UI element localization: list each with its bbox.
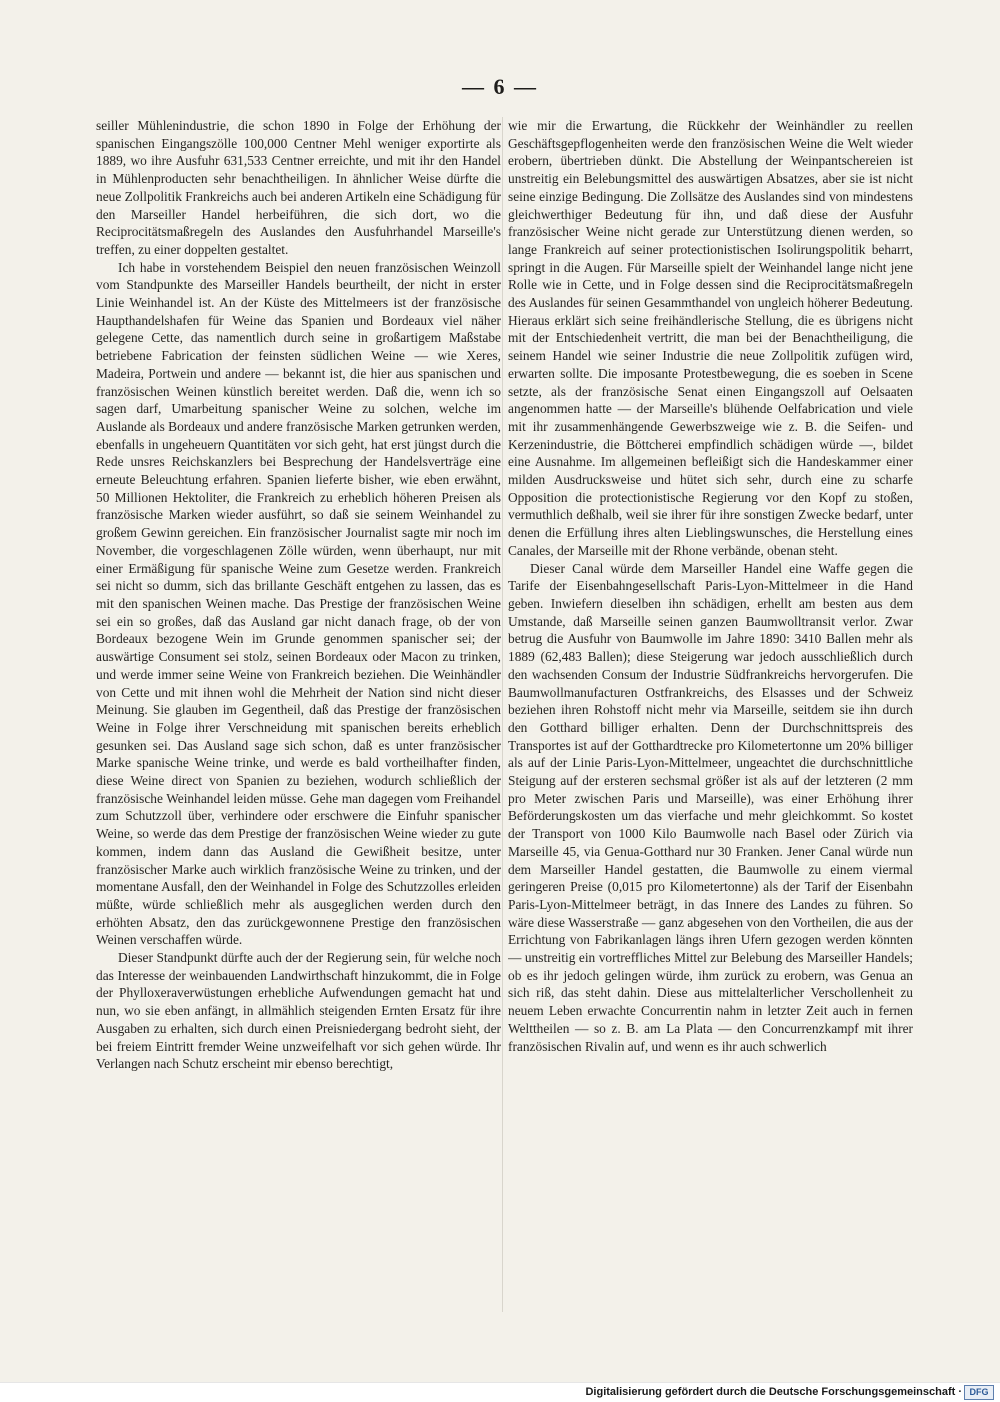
right-paragraph-1: wie mir die Erwartung, die Rückkehr der Weinhändler zu reellen Geschäftsgepflogenheiten werde den französischen Weine die Welt wieder erobern, übertrieben dünkt. Die Abstellung der Weinpantschereien ist unstreitig ein Belebungsmittel des auswärtigen Absatzes, aber sie ist nicht seine einzige Bedingung. Die Zollsätze des Auslandes sind von mindestens gleichwerthiger Bedeutung für ihn, und daß diese der Ausfuhr französischer Weine nicht gerade zur Unterstützung dienen werden, so lange Frankreich auf seiner protectionistischen Isolirungspolitik beharrt, springt in die Augen. Für Marseille spielt der Weinhandel lange nicht jene Rolle wie in Cette, und in Folge dessen sind die Reciprocitätsmaßregeln des Auslandes für seinen Gesammthandel von ungleich höherer Bedeutung. Hieraus erklärt sich seine freihändlerische Stellung, die es übrigens nicht mit der Entschiedenheit vertritt, die man bei der Benachtheiligung, die seinem Handel wie seiner Industrie die neue Zollpolitik zufügen wird, erwarten sollte. Die imposante Protestbewegung, die es soeben in Scene setzte, als der französische Senat einen Eingangszoll auf Oelsaaten angenommen hatte — der Marseille's blühende Oelfabrication und viele mit ihr zusammenhängende Gewerbszweige wie z. B. die Seifen- und Kerzenindustrie, die Böttcherei empfindlich schädigen würde —, bildet eine Ausnahme. Im allgemeinen befleißigt sich die Handeskammer einer milden Ausdrucksweise und hütet sich sehr, durch eine zu scharfe Opposition die protectionistische Regierung vor den Kopf zu stoßen, vermuthlich deßhalb, weil sie ihrer für ihre sonstigen Zwecke bedarf, unter denen die Erfüllung ihres alten Lieblingswunsches, die Herstellung eines Canales, der Marseille mit der Rhone verbände, obenan steht.	[508, 118, 913, 558]
funding-credit: Digitalisierung gefördert durch die Deutsche Forschungsgemeinschaft ·	[585, 1386, 962, 1398]
left-paragraph-3: Dieser Standpunkt dürfte auch der der Regierung sein, für welche noch das Interesse der weinbauenden Landwirthschaft hinzukommt, die in Folge der Phylloxeraverwüstungen erhebliche Aufwendungen gemacht hat und nun, wo sie eben anfängt, in allmählich steigenden Ernten Ersatz für ihre Ausgaben zu erhalten, sich durch einen Preisniedergang bedroht sieht, der bei freiem Eintritt fremder Weine unzweifelhaft vor sich gehen würde. Ihr Verlangen nach Schutz erscheint mir ebenso berechtigt,	[96, 950, 501, 1072]
column-divider	[502, 117, 503, 1312]
page-number: — 6 —	[462, 74, 538, 99]
dfg-logo: DFG	[964, 1385, 994, 1400]
left-paragraph-1: seiller Mühlenindustrie, die schon 1890 in Folge der Erhöhung der spanischen Eingangszölle 100,000 Centner Mehl weniger exportirte als 1889, wo ihre Ausfuhr 631,533 Centner erreichte, und mit ihr den Handel in Mühlenproducten sehr benachtheiligen. In ähnlicher Weise dürfte die neue Zollpolitik Frankreichs auch bei anderen Artikeln eine Schädigung für den Marseiller Handel herbeiführen, die sich dort, wo die Reciprocitätsmaßregeln des Auslandes den Ausfuhrhandel Marseille's treffen, zu einer doppelten gestaltet.	[96, 118, 501, 257]
right-column	[508, 117, 913, 1317]
right-paragraph-2: Dieser Canal würde dem Marseiller Handel eine Waffe gegen die Tarife der Eisenbahngesellschaft Paris-Lyon-Mittelmeer in die Hand geben. Inwiefern dieselben ihn schädigen, erhellt am besten aus dem Umstande, daß Marseille seinen ganzen Baumwolltransit verlor. Zwar betrug die Ausfuhr von Baumwolle im Jahre 1890: 3410 Ballen mehr als 1889 (62,483 Ballen); diese Steigerung war jedoch ausschließlich durch den wachsenden Consum der Industrie Südfrankreichs hervorgerufen. Die Baumwollmanufacturen Ostfrankreichs, des Elsasses und der Schweiz beziehen ihren Rohstoff nicht mehr via Marseille, seitdem sie ihn durch den Gotthard billiger erhalten. Denn der Durchschnittspreis des Transportes ist auf der Gotthardtrecke pro Kilometertonne um 20% billiger als auf der Linie Paris-Lyon-Mittelmeer, ungeachtet die durchschnittliche Steigung auf der ersteren sechsmal größer ist als auf der letzteren (2 mm pro Meter zwischen Paris und Marseille), was einer Erhöhung ihrer Beförderungskosten um das vierfache und mehr gleichkommt. So kostet der Transport von 1000 Kilo Baumwolle nach Basel oder Zürich via Marseille 45, via Genua-Gotthard nur 30 Franken. Jener Canal würde nun dem Marseiller Handel gestatten, die Baumwolle zu einem viermal geringeren Preise (0,015 pro Kilometertonne) als der Tarif der Eisenbahn Paris-Lyon-Mittelmeer beträgt, in das Innere des Landes zu führen. So wäre diese Wasserstraße — ganz abgesehen von den Vortheilen, die aus der Errichtung von Fabrikanlagen längs ihren Ufern gezogen werden könnten — unstreitig ein vortreffliches Mittel zur Belebung des Marseiller Handels; ob es ihr jedoch gelingen würde, ihm zurück zu erobern, was Genua an sich riß, das steht dahin. Diese aus mittelalterlicher Verschollenheit zu neuem Leben erwachte Concurrentin nahm in letzter Zeit auch in fernen Welttheilen — so z. B. am La Plata — den Concurrenzkampf mit ihrer französischen Rivalin auf, und wenn es ihr auch schwerlich	[508, 560, 913, 1054]
left-column	[96, 117, 501, 1317]
left-paragraph-2: Ich habe in vorstehendem Beispiel den neuen französischen Weinzoll vom Standpunkte des Marseiller Handels beurtheilt, der nicht in erster Linie Weinhandel ist. An der Küste des Mittelmeers ist der französische Haupthandelshafen für Weine das Spanien und Bordeaux viel näher gelegene Cette, das namentlich durch seine in großartigem Maßstabe betriebene Fabrication der feinsten südlichen Weine — wie Xeres, Madeira, Portwein und andere — bekannt ist, die hier aus spanischen und französischen Weinen künstlich bereitet werden. Daß die, wenn ich so sagen darf, Umarbeitung spanischer Weine zu solchen, welche im Auslande als Bordeaux und andere französische Marken getrunken werden, ebenfalls in ungeheuern Quantitäten vor sich geht, hat erst jüngst durch die Rede unsres Reichskanzlers bei Besprechung der Handelsverträge eine erneute Beleuchtung erfahren. Spanien lieferte bisher, wie eben erwähnt, 50 Millionen Hektoliter, die Frankreich zu erheblich höheren Preisen als französische Marken wieder ausführt, so daß sie seinem Weinhandel zu großem Gewinn gereichen. Ein französischer Journalist sagte mir noch im November, die vorgeschlagenen Zölle würden, wenn überhaupt, nur mit einer Ermäßigung für spanische Weine zum Gesetze werden. Frankreich sei nicht so dumm, sich das brillante Geschäft entgehen zu lassen, das es mit den spanischen Weinen mache. Das Prestige der französischen Weine sei ein so großes, daß das Ausland gar nicht danach frage, ob der von Bordeaux bezogene Wein im Grunde genommen spanischer sei; der auswärtige Consument sei stolz, seinen Bordeaux oder Macon zu trinken, und werde immer seine Weine von Frankreich beziehen. Die Weinhändler von Cette und mit ihnen wohl die Mehrheit der Nation sind nicht dieser Meinung. Sie glauben im Gegentheil, daß das Prestige der französischen Weine in Folge ihrer Verschneidung mit spanischen bereits erheblich gesunken sei. Das Ausland sage sich schon, daß es unter französischer Marke spanische Weine trinke, und werde es bald vortheilhafter finden, diese Weine direct von Spanien zu beziehen, wodurch schließlich der französische Weinhandel leiden müsse. Gehe man dagegen vom Freihandel zum Schutzzoll über, verhindere oder erschwere die Einfuhr spanischer Weine, so werde das dem Prestige der französischen Weine wieder zu gute kommen, indem dann das Ausland die Gewißheit besitze, unter französischer Marke auch wirklich französische Weine zu trinken, und der momentane Ausfall, den der Weinhandel in Folge des Schutzzolles erleiden müßte, würde schließlich mehr als ausgeglichen werden durch den erhöhten Absatz, den das zurückgewonnene Prestige den französischen Weinen verschaffen würde.	[96, 259, 501, 948]
